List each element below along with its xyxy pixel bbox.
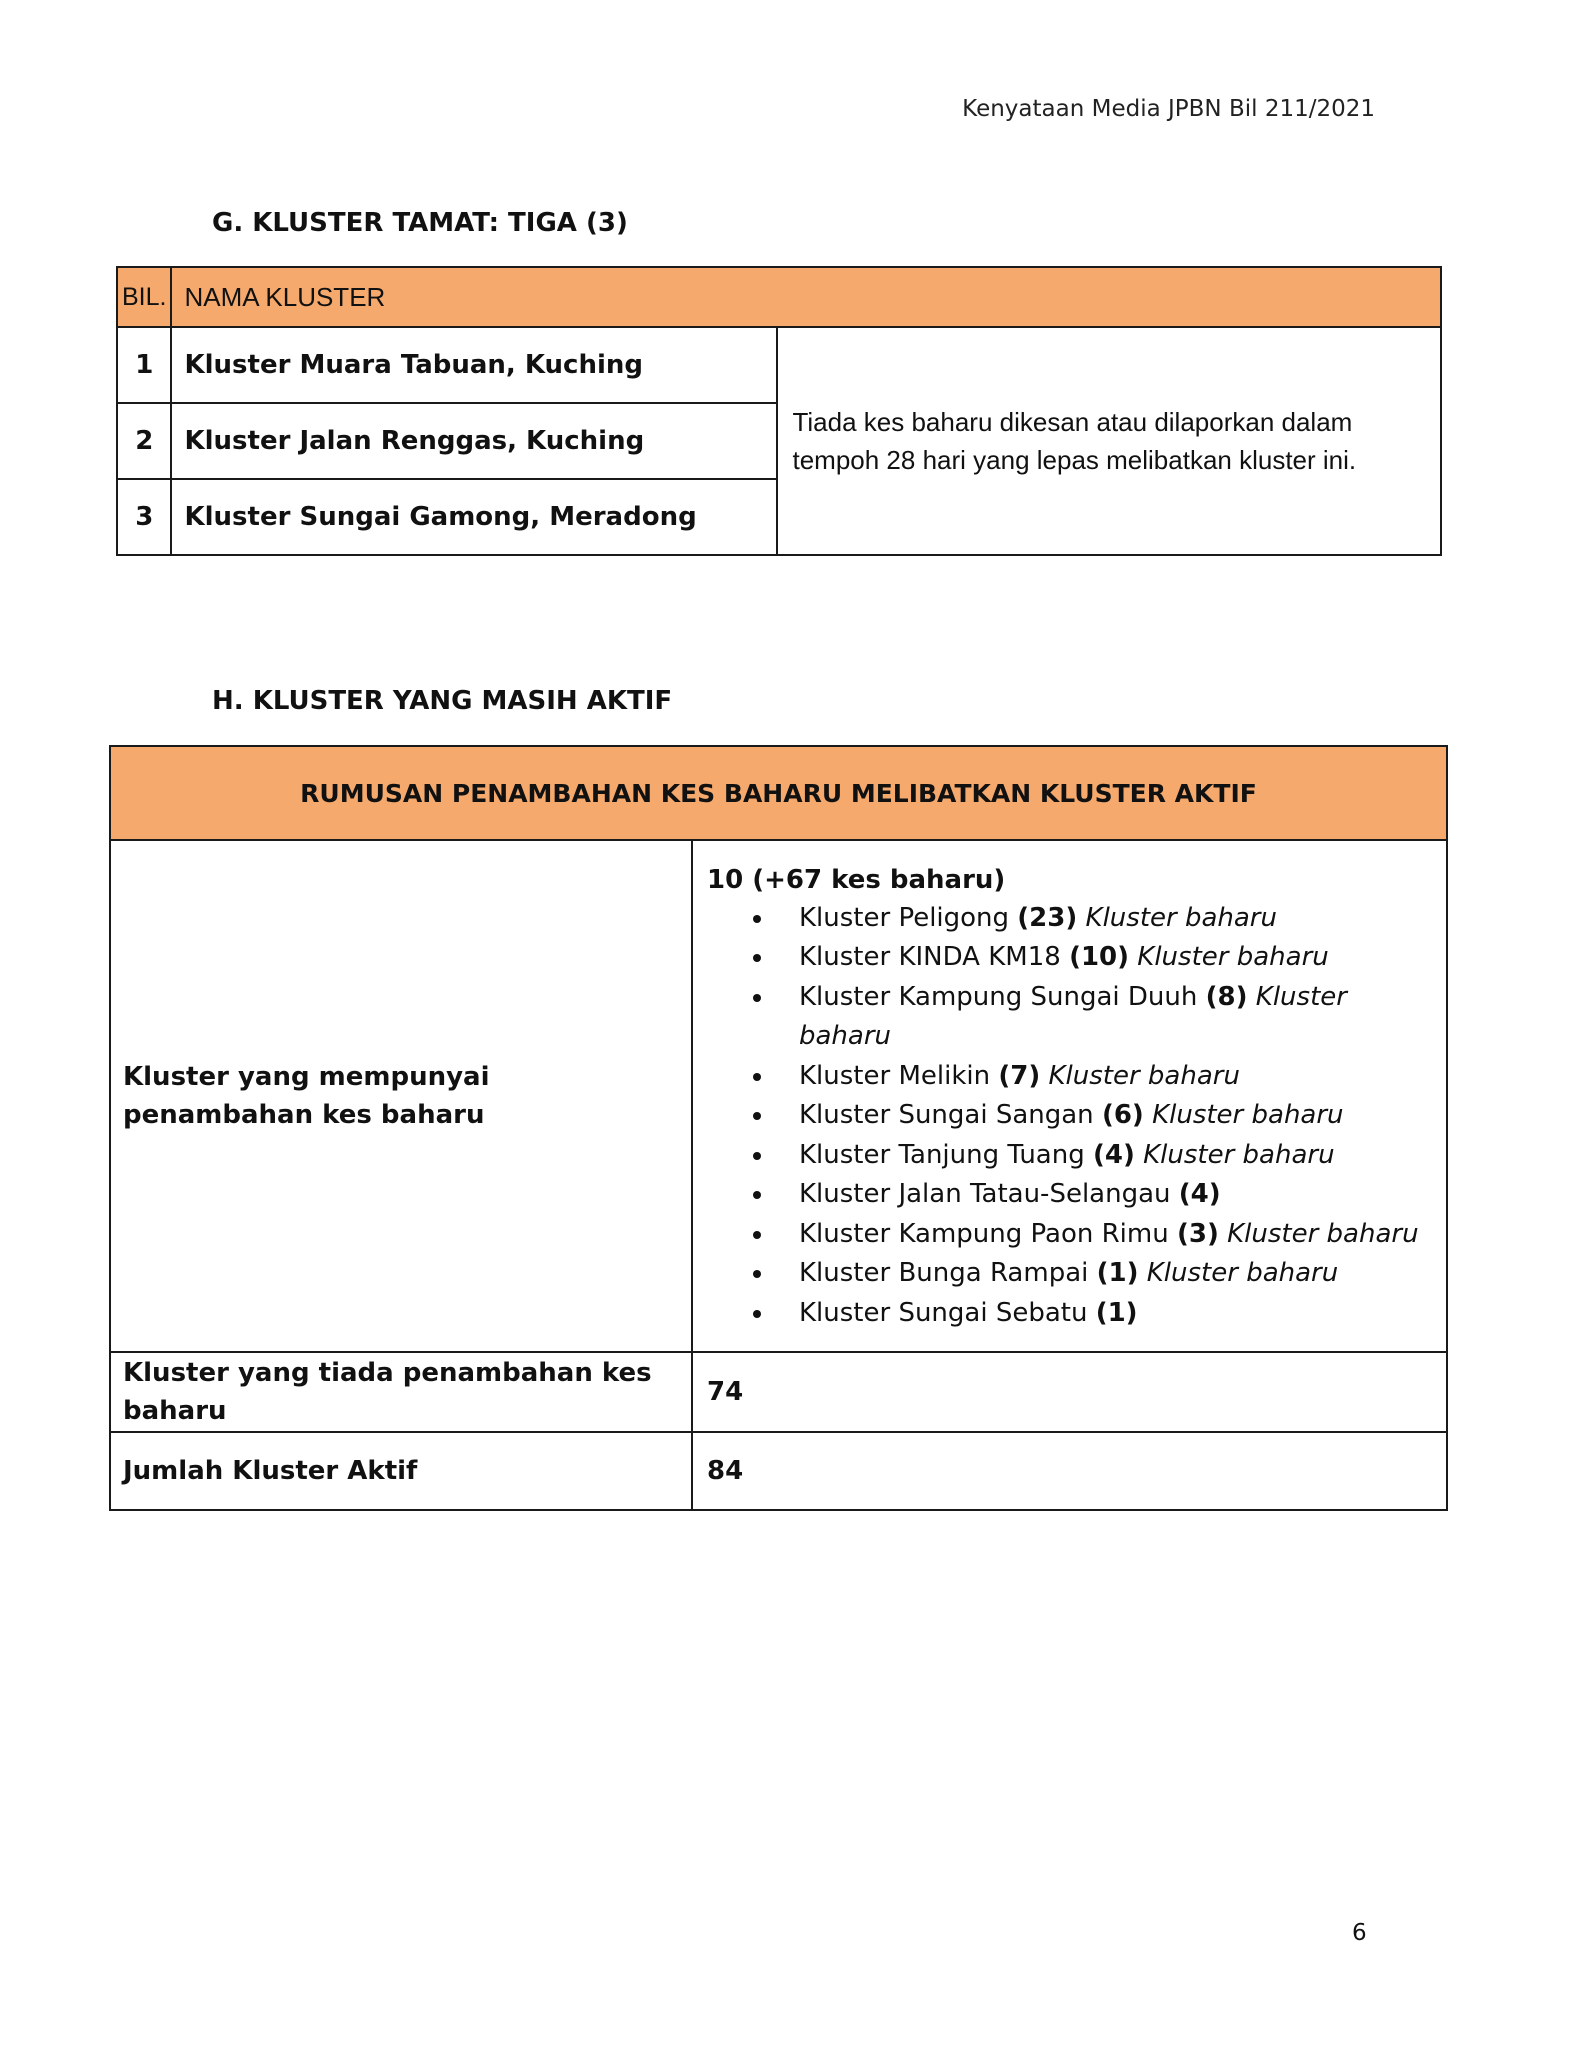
new-cluster-tag: Kluster baharu [1152, 1100, 1344, 1131]
cluster-item-name: Kluster Jalan Tatau-Selangau [799, 1179, 1179, 1210]
cluster-item-name: Kluster Bunga Rampai [799, 1258, 1097, 1289]
list-item [799, 1096, 1432, 1136]
cluster-item-count: (7) [998, 1060, 1041, 1091]
new-cases-summary: 10 (+67 kes baharu) [707, 864, 1006, 895]
cluster-item-name: Kluster Sungai Sangan [799, 1100, 1102, 1131]
cluster-item-name: Kluster Kampung Sungai Duuh [799, 981, 1206, 1012]
cluster-item-name: Kluster Kampung Paon Rimu [799, 1218, 1177, 1249]
cluster-remark: Tiada kes baharu dikesan atau dilaporkan dalam tempoh 28 hari yang lepas melibatkan kluster ini. [777, 327, 1441, 555]
section-g-title: G. KLUSTER TAMAT: TIGA (3) [212, 208, 628, 238]
new-cluster-tag: Kluster baharu [799, 981, 1347, 1052]
row-label-new-cases: Kluster yang mempunyai penambahan kes baharu [110, 840, 692, 1352]
list-item [799, 1254, 1432, 1294]
new-cluster-tag: Kluster baharu [1048, 1060, 1240, 1091]
new-cluster-tag: Kluster baharu [1137, 942, 1329, 973]
cluster-item-count: (6) [1101, 1100, 1144, 1131]
table-row [110, 1432, 1447, 1510]
column-header-name: NAMA KLUSTER [171, 267, 1441, 327]
cluster-item-count: (1) [1095, 1297, 1138, 1328]
column-header-bil: BIL. [117, 267, 171, 327]
list-item [799, 1175, 1432, 1215]
list-item [799, 1215, 1432, 1255]
row-number: 3 [117, 479, 171, 555]
list-item [799, 1136, 1432, 1176]
table-row [110, 840, 1447, 1352]
new-cluster-tag: Kluster baharu [1143, 1139, 1335, 1170]
cluster-item-name: Kluster Melikin [799, 1060, 999, 1091]
cluster-item-count: (10) [1069, 942, 1130, 973]
cluster-item-count: (8) [1205, 981, 1248, 1012]
cluster-item-count: (1) [1096, 1258, 1139, 1289]
row-number: 2 [117, 403, 171, 479]
cluster-name: Kluster Muara Tabuan, Kuching [171, 327, 777, 403]
table-row [117, 327, 1441, 403]
cluster-name: Kluster Jalan Renggas, Kuching [171, 403, 777, 479]
row-number: 1 [117, 327, 171, 403]
list-item [799, 899, 1432, 939]
cluster-item-count: (23) [1017, 902, 1078, 933]
table-header-row [117, 267, 1441, 327]
list-item [799, 1057, 1432, 1097]
active-clusters-table [109, 745, 1448, 1511]
page-number: 6 [1352, 1920, 1367, 1946]
table-row [110, 1352, 1447, 1432]
cluster-item-count: (3) [1176, 1218, 1219, 1249]
cluster-item-count: (4) [1092, 1139, 1135, 1170]
new-cluster-tag: Kluster baharu [1146, 1258, 1339, 1289]
document-reference: Kenyataan Media JPBN Bil 211/2021 [962, 96, 1375, 122]
table-header-row [110, 746, 1447, 840]
new-cluster-tag: Kluster baharu [1227, 1218, 1419, 1249]
new-cluster-tag: Kluster baharu [1085, 902, 1277, 933]
section-h-title: H. KLUSTER YANG MASIH AKTIF [212, 686, 673, 716]
new-cases-cell [692, 840, 1447, 1352]
row-label-total: Jumlah Kluster Aktif [110, 1432, 692, 1510]
list-item [799, 978, 1432, 1057]
list-item [799, 938, 1432, 978]
summary-table-header: RUMUSAN PENAMBAHAN KES BAHARU MELIBATKAN KLUSTER AKTIF [110, 746, 1447, 840]
cluster-item-count: (4) [1178, 1179, 1221, 1210]
cluster-item-name: Kluster KINDA KM18 [799, 942, 1070, 973]
cluster-item-name: Kluster Peligong [799, 902, 1018, 933]
no-new-cases-value: 74 [692, 1352, 1447, 1432]
cluster-name: Kluster Sungai Gamong, Meradong [171, 479, 777, 555]
row-label-no-new-cases: Kluster yang tiada penambahan kes baharu [110, 1352, 692, 1432]
list-item [799, 1294, 1432, 1334]
cluster-list [707, 899, 1432, 1334]
cluster-item-name: Kluster Tanjung Tuang [799, 1139, 1093, 1170]
total-active-value: 84 [692, 1432, 1447, 1510]
cluster-item-name: Kluster Sungai Sebatu [799, 1297, 1096, 1328]
ended-clusters-table [116, 266, 1442, 556]
